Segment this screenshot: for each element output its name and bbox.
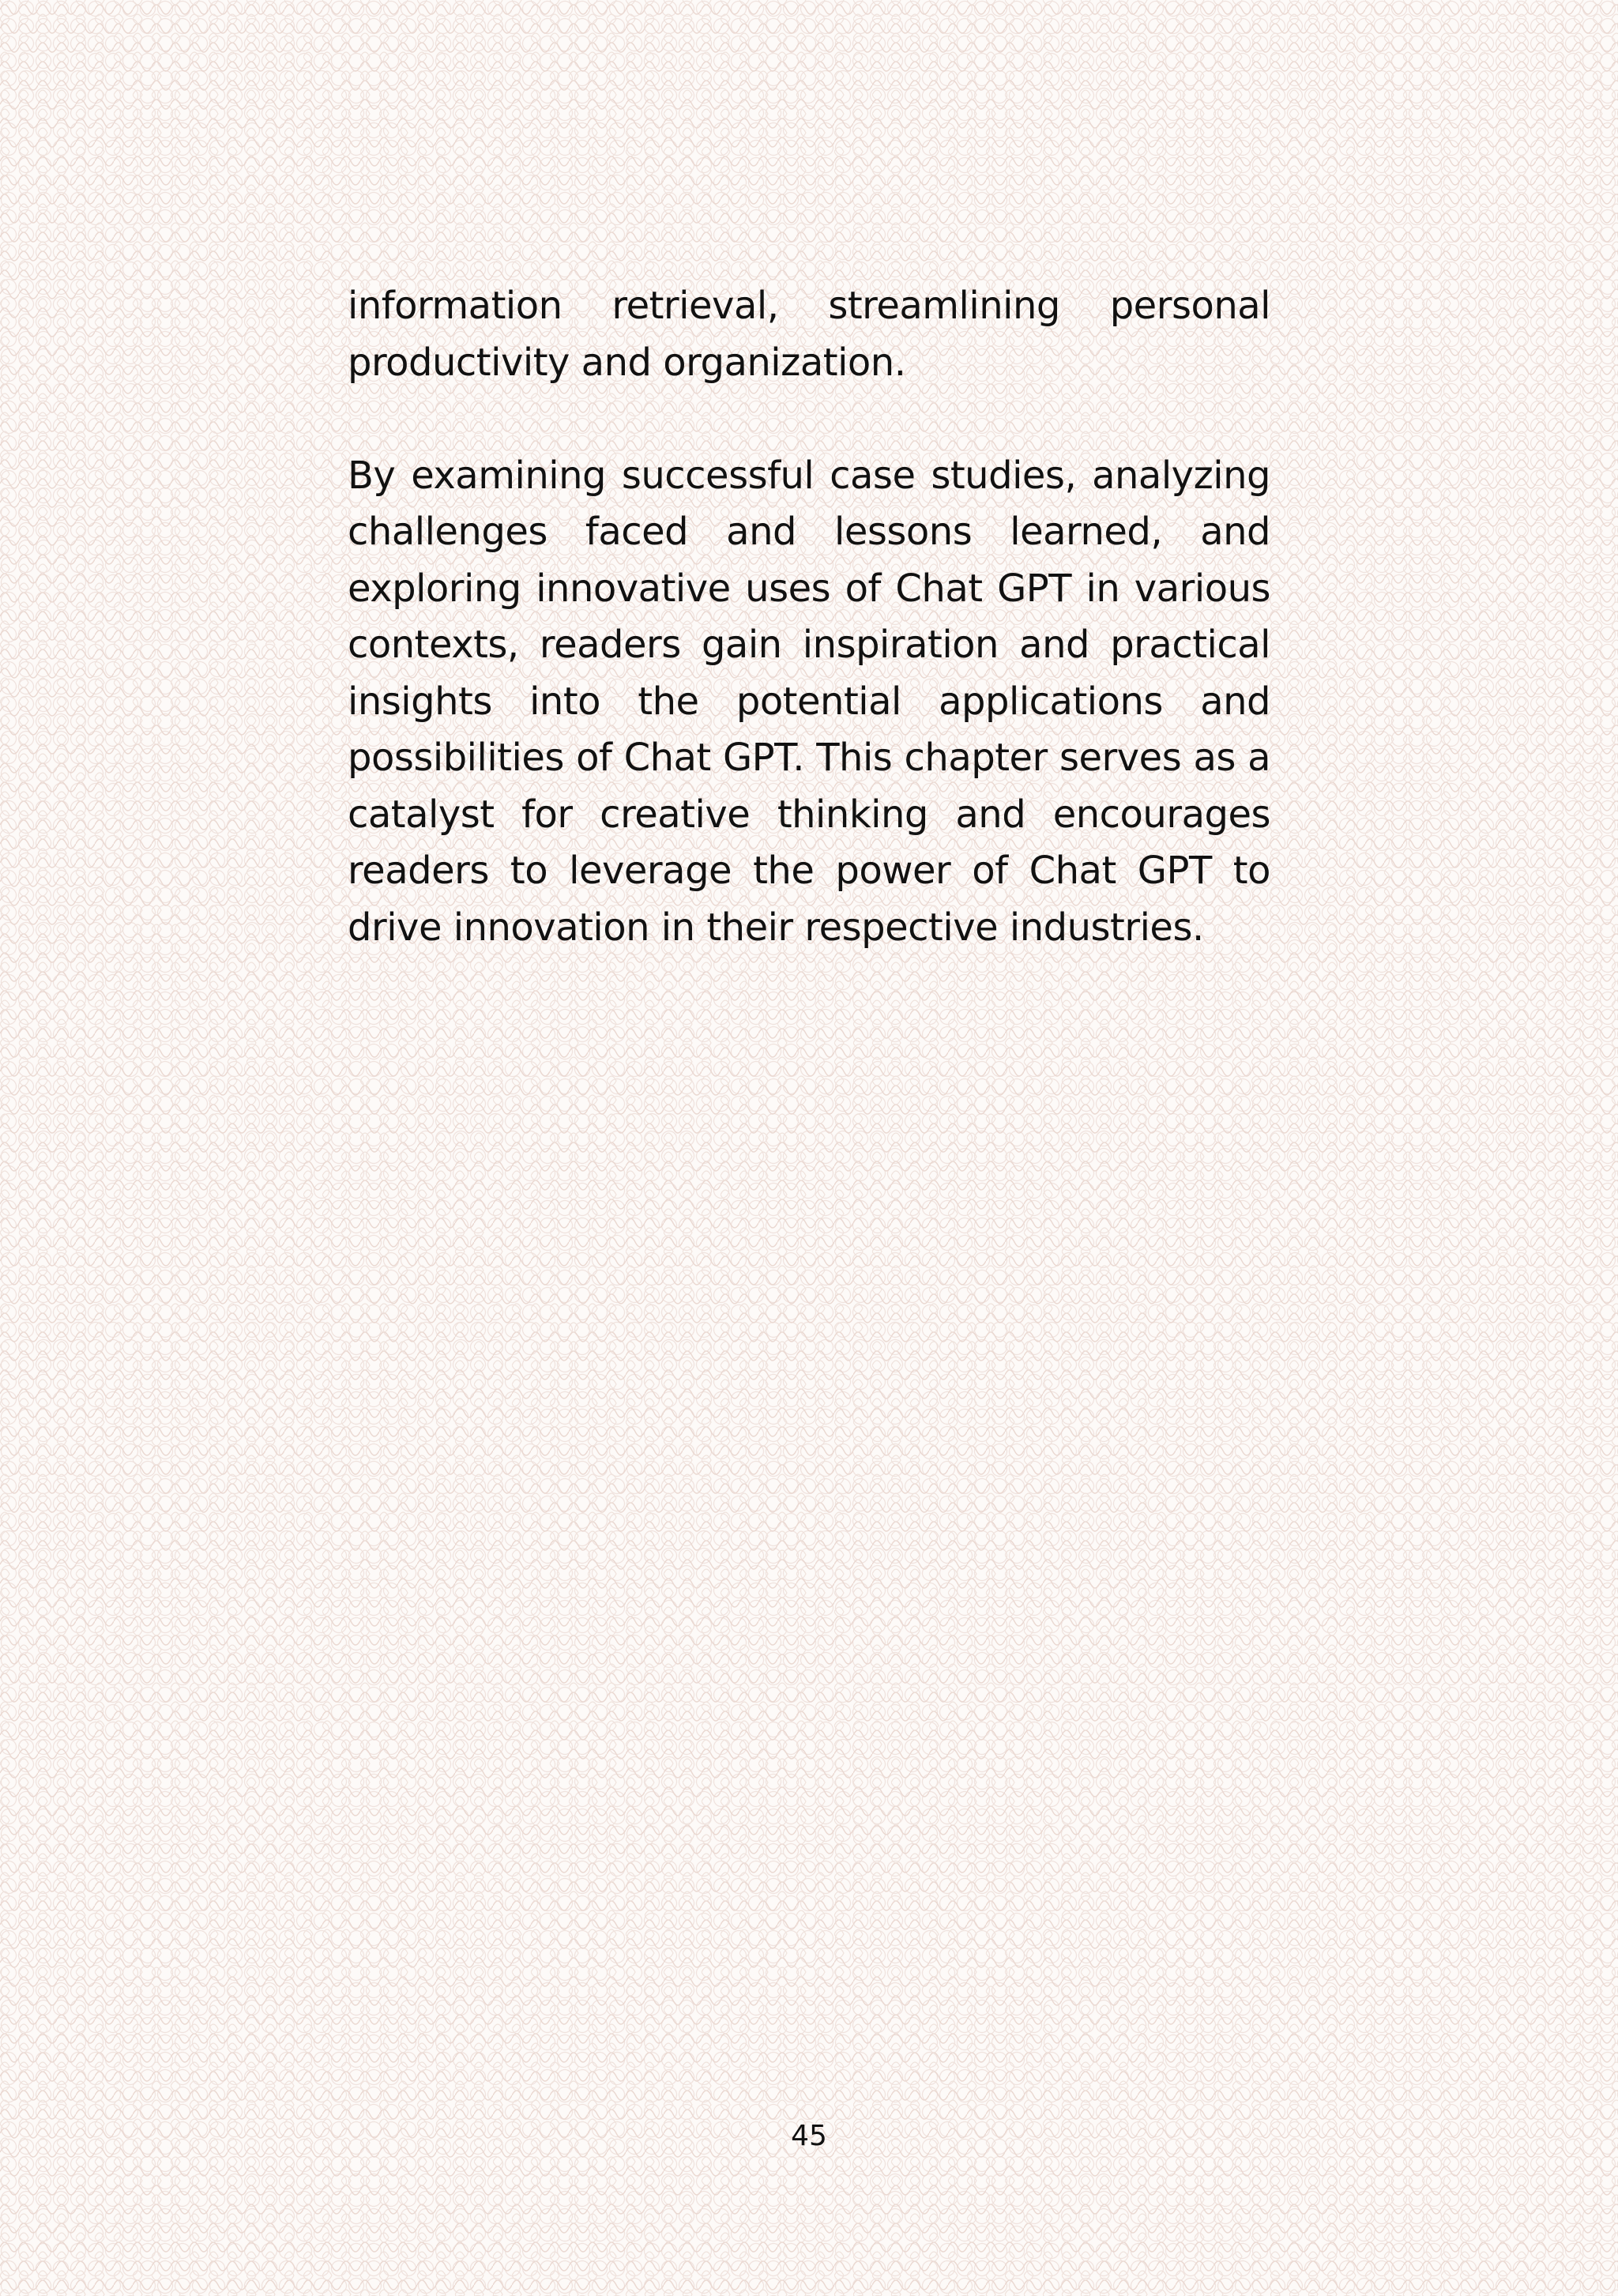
- paragraph-1: information retrieval, streamlining personal productivity and organization.: [348, 284, 1270, 385]
- body-text: [348, 278, 1270, 1013]
- page-number: 45: [791, 2120, 827, 2152]
- paragraph-2: By examining successful case studies, analyzing challenges faced and lessons learned, and exploring innovative uses of Chat GPT in various contexts, readers gain inspiration and practical insights into the potential applications and possibilities of Chat GPT. This chapter serves as a catalyst for creative thinking and encourages readers to leverage the power of Chat GPT to drive innovation in their respective industries.: [348, 453, 1270, 950]
